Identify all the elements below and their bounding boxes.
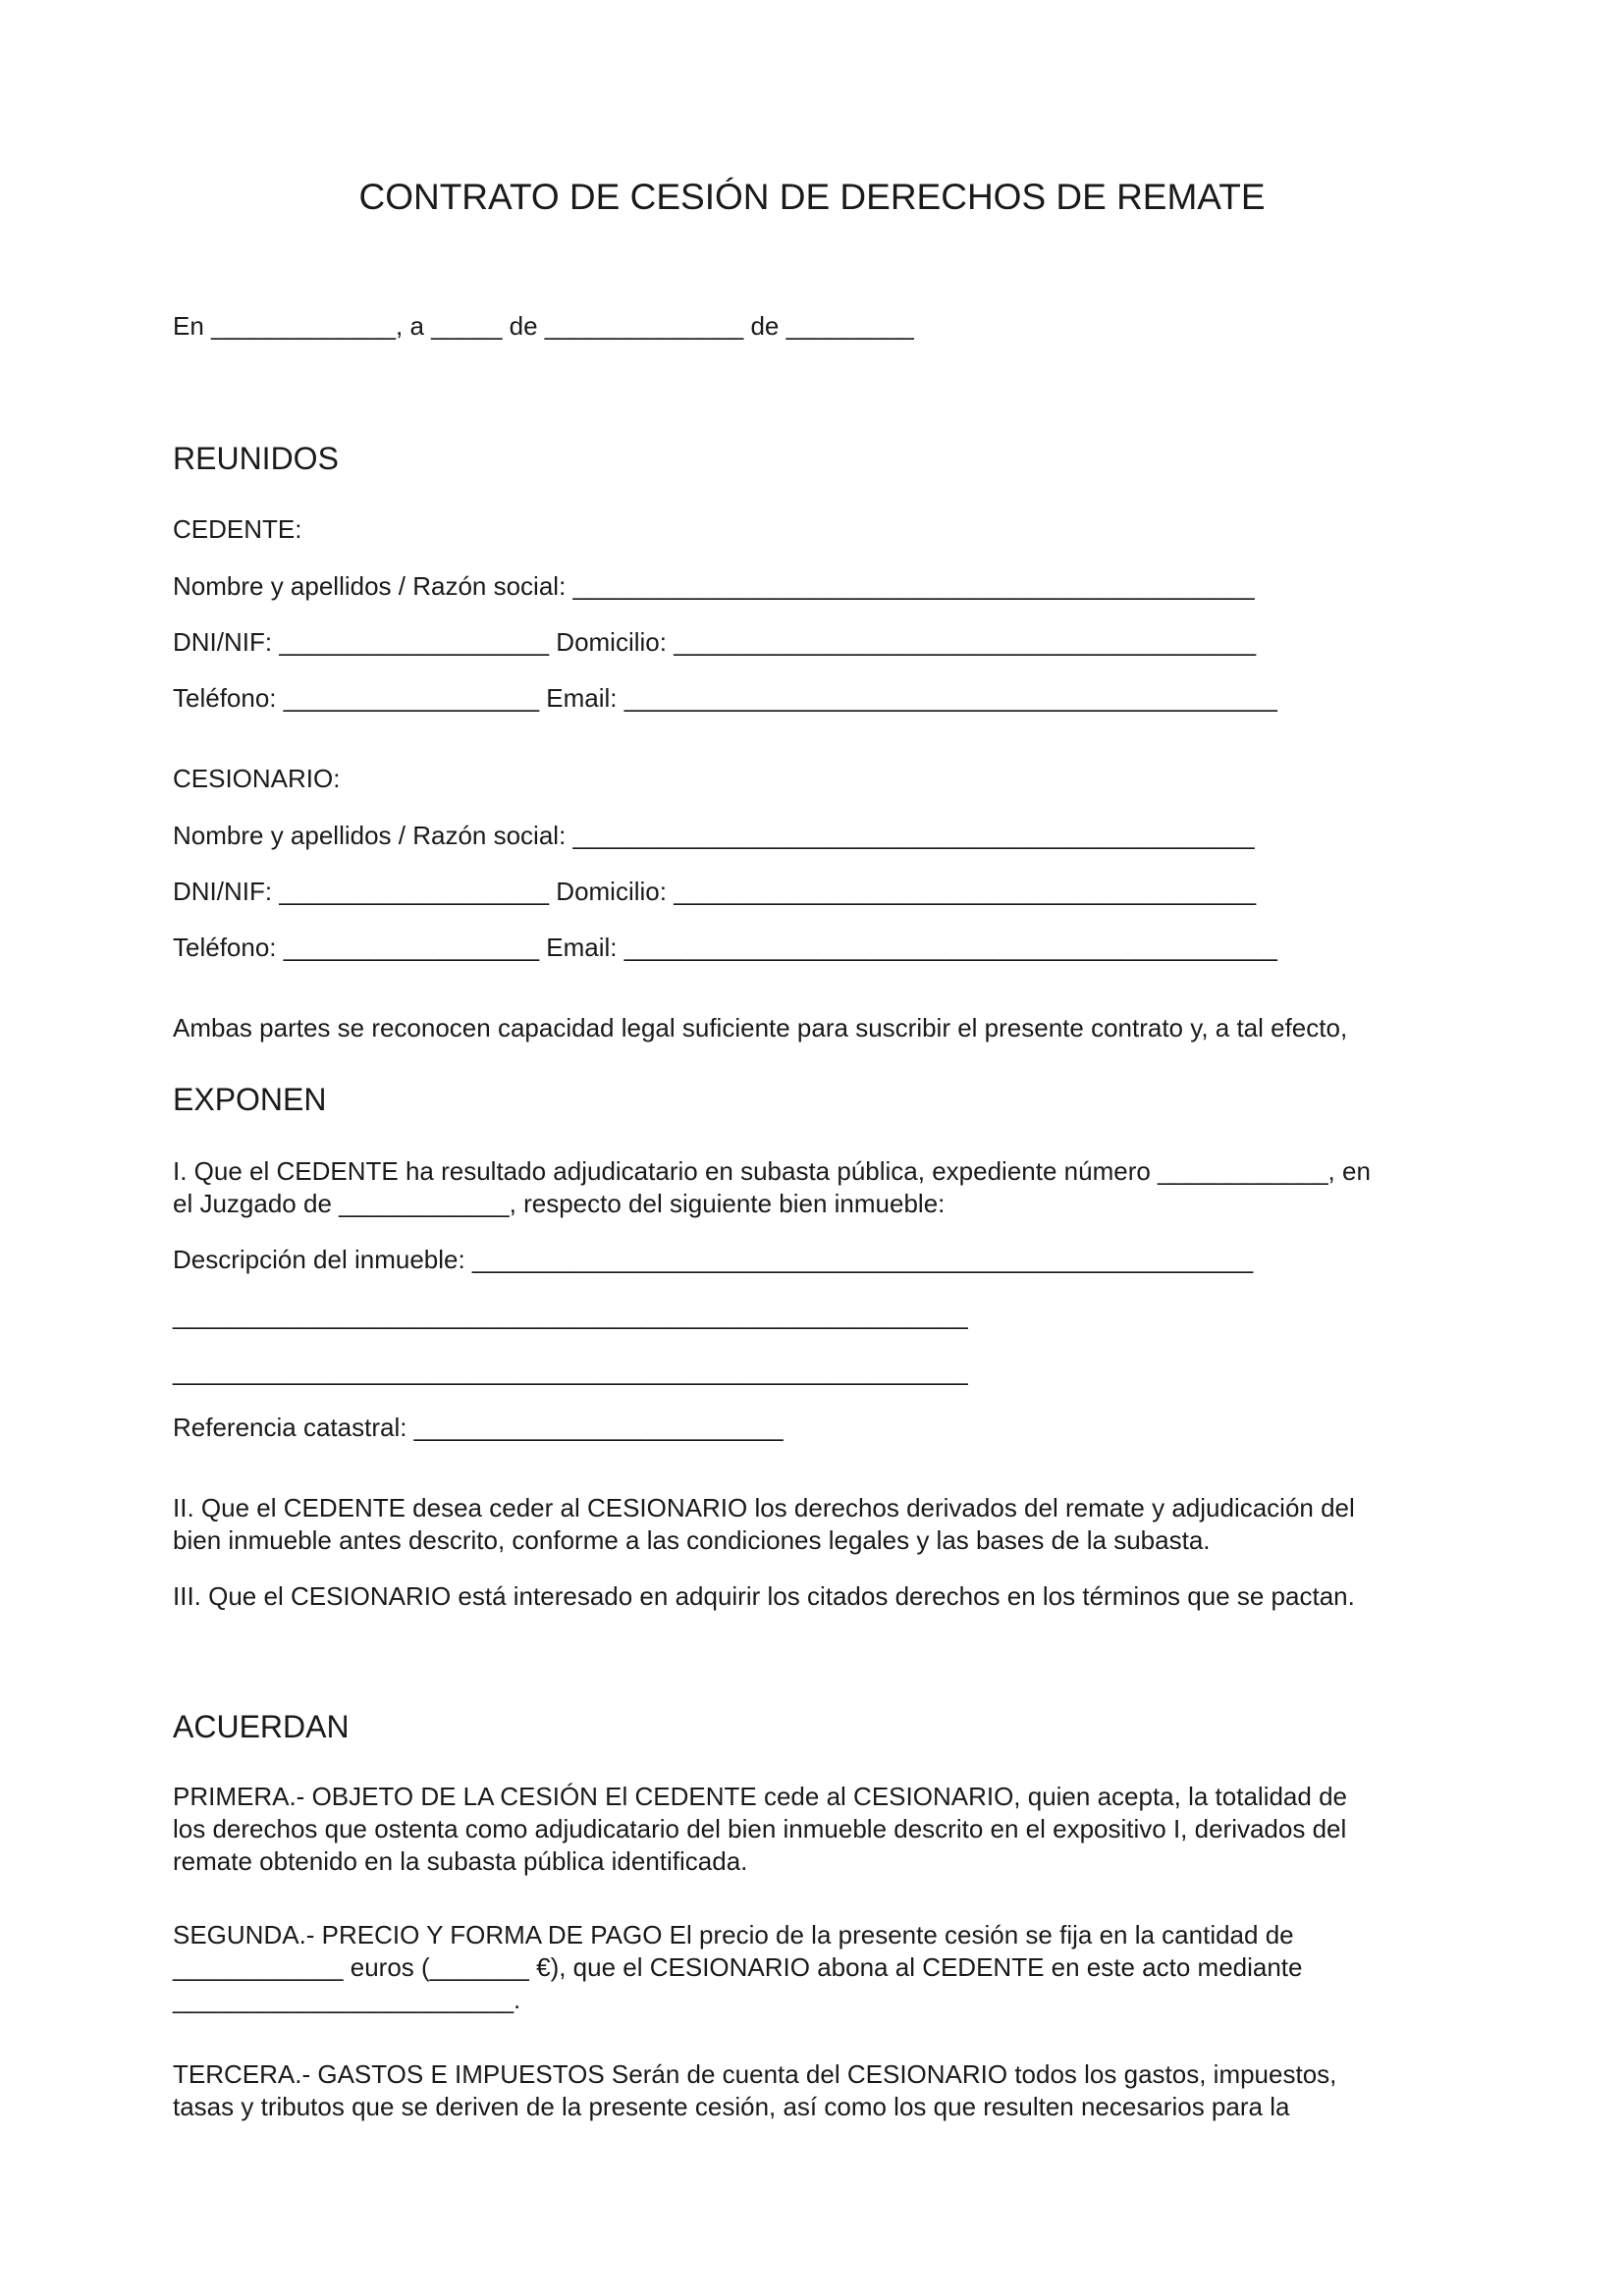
section-heading-reunidos: REUNIDOS — [173, 441, 339, 476]
clause-tercera-line-2: tasas y tributos que se deriven de la presente cesión, así como los que resulten necesarios para la — [173, 2092, 1290, 2121]
property-description-blank-1: ________________________________________________________ — [173, 1301, 968, 1330]
cedente-id-line: DNI/NIF: ___________________ Domicilio: _________________________________________ — [173, 627, 1257, 657]
cedente-contact-line: Teléfono: __________________ Email: ______________________________________________ — [173, 683, 1277, 713]
document-title: CONTRATO DE CESIÓN DE DERECHOS DE REMATE — [358, 177, 1266, 217]
clause-primera-line-1: PRIMERA.- OBJETO DE LA CESIÓN El CEDENTE cede al CESIONARIO, quien acepta, la totalidad de — [173, 1782, 1347, 1811]
section-heading-acuerdan: ACUERDAN — [173, 1709, 350, 1744]
property-description-blank-2: ________________________________________________________ — [173, 1357, 968, 1386]
exponen-item-3: III. Que el CESIONARIO está interesado en adquirir los citados derechos en los términos que se pactan. — [173, 1581, 1355, 1611]
cesionario-label: CESIONARIO: — [173, 764, 341, 793]
cesionario-id-line: DNI/NIF: ___________________ Domicilio: _________________________________________ — [173, 877, 1257, 906]
exponen-item-1-line-1: I. Que el CEDENTE ha resultado adjudicatario en subasta pública, expediente número ____________, en — [173, 1156, 1371, 1186]
cesionario-contact-line: Teléfono: __________________ Email: ______________________________________________ — [173, 933, 1277, 962]
cedente-label: CEDENTE: — [173, 514, 302, 544]
clause-segunda-line-1: SEGUNDA.- PRECIO Y FORMA DE PAGO El precio de la presente cesión se fija en la cantidad de — [173, 1920, 1294, 1949]
exponen-item-1-line-2: el Juzgado de ____________, respecto del siguiente bien inmueble: — [173, 1189, 946, 1218]
clause-primera-line-2: los derechos que ostenta como adjudicatario del bien inmueble descrito en el expositivo I, derivados del — [173, 1814, 1347, 1843]
clause-tercera-line-1: TERCERA.- GASTOS E IMPUESTOS Serán de cuenta del CESIONARIO todos los gastos, impuestos, — [173, 2059, 1337, 2089]
section-heading-exponen: EXPONEN — [173, 1082, 327, 1117]
cadastral-reference-line: Referencia catastral: __________________________ — [173, 1413, 784, 1442]
cesionario-name-line: Nombre y apellidos / Razón social: ________________________________________________ — [173, 821, 1255, 850]
place-date-line: En _____________, a _____ de ______________ de _________ — [173, 311, 914, 341]
exponen-item-2-line-1: II. Que el CEDENTE desea ceder al CESIONARIO los derechos derivados del remate y adjudicación del — [173, 1493, 1355, 1522]
clause-segunda-line-3: ________________________. — [173, 1985, 521, 2014]
exponen-item-2-line-2: bien inmueble antes descrito, conforme a las condiciones legales y las bases de la subasta. — [173, 1525, 1211, 1555]
cedente-name-line: Nombre y apellidos / Razón social: ________________________________________________ — [173, 571, 1255, 601]
clause-segunda-line-2: ____________ euros (_______ €), que el CESIONARIO abona al CEDENTE en este acto mediante — [173, 1952, 1303, 1982]
clause-primera-line-3: remate obtenido en la subasta pública identificada. — [173, 1846, 748, 1876]
property-description-line: Descripción del inmueble: _______________________________________________________ — [173, 1245, 1254, 1274]
capacity-statement: Ambas partes se reconocen capacidad legal suficiente para suscribir el presente contrato y, a tal efecto, — [173, 1013, 1348, 1042]
